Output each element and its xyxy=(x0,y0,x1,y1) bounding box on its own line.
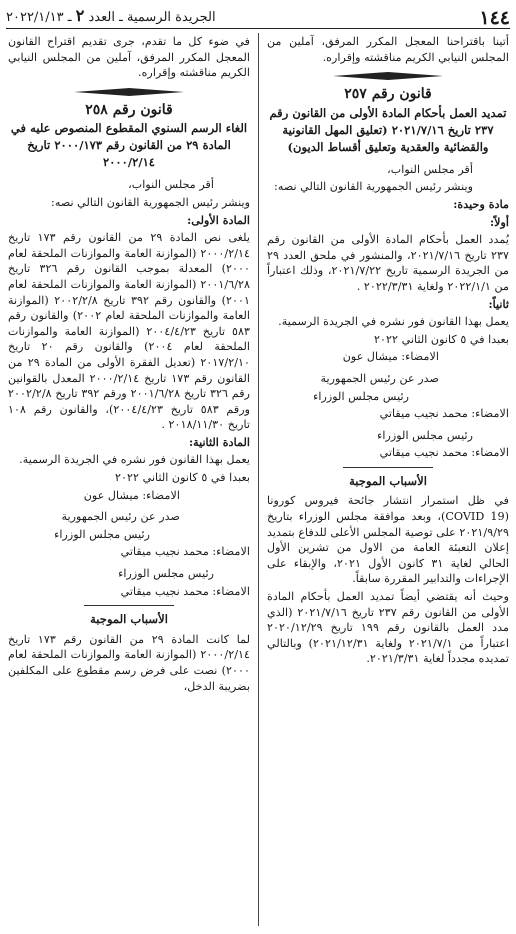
promulgated-line: وينشر رئيس الجمهورية القانون التالي نصه: xyxy=(274,180,473,194)
reasons-title: الأسباب الموجبة xyxy=(349,473,427,488)
date-line: بعبدا في ٥ كانون الثاني ٢٠٢٢ xyxy=(115,471,250,485)
left-intro: في ضوء كل ما تقدم، جرى تقديم اقتراح القانون المعجل المكرر المرفق، آملين من المجلس النيابي الكريم مناقشته وإقراره. xyxy=(8,35,250,80)
article-label: مادة وحيدة: xyxy=(453,196,509,211)
section-rule xyxy=(84,605,174,606)
left-column xyxy=(8,34,250,696)
clause-label: ثانياً: xyxy=(488,296,509,311)
signature: الامضاء: محمد نجيب ميقاتي xyxy=(120,584,250,598)
role-line: رئيس مجلس الوزراء xyxy=(377,428,473,442)
signature: الامضاء: محمد نجيب ميقاتي xyxy=(379,407,509,421)
ornament-divider xyxy=(69,87,189,97)
role-line: رئيس مجلس الوزراء xyxy=(54,527,150,541)
article-text: يلغى نص المادة ٢٩ من القانون رقم ١٧٣ تاريخ ٢٠٠٠/٢/١٤ (الموازنة العامة والموازنات الملحقة لعام ٢٠٠٠) المعدلة بموجب القانون رقم ٣٢٦ تاريخ ٢٠٠١/٦/٢٨ (الموازنة العامة والموازنات الملحقة لعام ٢٠٠١) والقانون رقم ٣٩٢ تاريخ ٢٠٠٢/٢/٨ (الموازنة العامة والموازنات الملحقة لعام ٢٠٠٢) والقانون رقم ٥٨٣ تاريخ ٢٠٠٤/٤/٢٣ (الموازنة العامة والموازنات الملحقة لعام ٢٠٠٤) والقانون رقم ٢٠ تاريخ ٢٠١٧/٢/١٠ (تعديل الفقرة الأولى من المادة ٢٩ من القانون رقم ١٧٣ تاريخ ٢٠٠٠/٢/١٤ المعدل بالقوانين رقم ٣٢٦ تاريخ ٢٠٠١/٦/٢٨ ورقم ٣٩٢ تاريخ ٢٠٠٢/٢/٨ ورقم ٥٨٣ تاريخ ٢٠٠٤/٤/٢٣)، والقانون رقم ١٠٨ تاريخ ٢٠١٨/١١/٣٠ . xyxy=(8,231,251,432)
section-rule xyxy=(343,467,433,468)
column-divider xyxy=(258,33,259,926)
page-number: ١٤٤ xyxy=(479,7,510,29)
reasons-paragraph: في ظل استمرار انتشار جائحة فيروس كورونا (COVID 19)، وبعد موافقة مجلس الوزراء بتاريخ ٢٠٢١/٩/٢٩ على توصية المجلس الأعلى للدفاع بتمديد إعلان التعبئة العامة من الاول من تشرين الأول الحالي لغاية ٣١ كانون الأول ٢٠٢١، والإبقاء على الإجراءات والتدابير المقررة سابقاً. xyxy=(266,494,510,586)
signature: الامضاء: محمد نجيب ميقاتي xyxy=(379,446,509,460)
promulgated-line: وينشر رئيس الجمهورية القانون التالي نصه: xyxy=(51,195,250,209)
clause-text: يُمدد العمل بأحكام المادة الأولى من القانون رقم ٢٣٧ تاريخ ٢٠٢١/٧/١٦، والمنشور في ملحق العدد ٢٩ من الجريدة الرسمية تاريخ ٢٠٢١/٧/٢٢، وذلك اعتباراً من ٢٠٢٢/١/١ ولغاية ٢٠٢٢/٣/٣١ . xyxy=(267,233,510,293)
issued-by: صدر عن رئيس الجمهورية xyxy=(61,510,180,524)
clause-label: أولاً: xyxy=(489,214,509,229)
law-number: قانون رقم ٢٥٨ xyxy=(85,101,173,118)
issued-by: صدر عن رئيس الجمهورية xyxy=(320,371,439,385)
law-title: الغاء الرسم السنوي المقطوع المنصوص عليه في المادة ٢٩ من القانون رقم ٢٠٠٠/١٧٣ تاريخ ٢٠٠٠/٢/١٤ xyxy=(10,121,248,170)
article-label: المادة الثانية: xyxy=(188,434,250,449)
law-title: تمديد العمل بأحكام المادة الأولى من القانون رقم ٢٣٧ تاريخ ٢٠٢١/٧/١٦ (تعليق المهل القانونية والقضائية والعقدية وتعليق أقساط الديون) xyxy=(269,105,507,154)
page-header xyxy=(6,4,510,29)
date-line: بعبدا في ٥ كانون الثاني ٢٠٢٢ xyxy=(374,332,509,346)
reasons-paragraph: لما كانت المادة ٢٩ من القانون رقم ١٧٣ تاريخ ٢٠٠٠/٢/١٤ (الموازنة العامة والموازنات الملحقة لعام ٢٠٠٠) نصت على فرض رسم مقطوع على المكلفين بضريبة الدخل، xyxy=(8,632,250,693)
signature: الامضاء: ميشال عون xyxy=(342,350,439,364)
signature: الامضاء: محمد نجيب ميقاتي xyxy=(120,545,250,559)
reasons-title: الأسباب الموجبة xyxy=(90,612,168,627)
clause-text: يعمل بهذا القانون فور نشره في الجريدة الرسمية. xyxy=(278,315,509,329)
adopted-line: أقر مجلس النواب، xyxy=(387,162,473,176)
right-intro: أتينا باقتراحنا المعجل المكرر المرفق، آملين من المجلس النيابي الكريم مناقشته وإقراره. xyxy=(267,35,509,64)
right-column xyxy=(267,34,509,669)
header-date: ـ ٢٠٢٢/١/١٣ xyxy=(6,10,72,25)
article-label: المادة الأولى: xyxy=(187,212,250,227)
ornament-divider xyxy=(328,71,448,81)
role-line: رئيس مجلس الوزراء xyxy=(313,389,409,403)
article-text: يعمل بهذا القانون فور نشره في الجريدة الرسمية. xyxy=(19,453,250,467)
header-rule xyxy=(6,28,510,29)
law-number: قانون رقم ٢٥٧ xyxy=(344,86,432,103)
signature: الامضاء: ميشال عون xyxy=(83,488,180,502)
reasons-paragraph: وحيث أنه يقتضي أيضاً تمديد العمل بأحكام المادة الأولى من القانون رقم ٢٣٧ تاريخ ٢٠٢١/٧/١٦ (الذي مدد العمل بالقانون رقم ١٩٩ تاريخ ٢٠٢٠/١٢/٢٩ اعتباراً من ٢٠٢١/٧/١ ولغاية ٢٠٢١/١٢/٣١) وبالتالي تمديده مجدداً لغاية ٢٠٢١/٣/٣١. xyxy=(267,590,510,666)
role-line: رئيس مجلس الوزراء xyxy=(118,567,214,581)
header-issue: ٢ xyxy=(75,6,85,25)
header-title: الجريدة الرسمية ـ العدد xyxy=(88,10,216,25)
adopted-line: أقر مجلس النواب، xyxy=(128,178,214,192)
header-title-group xyxy=(6,8,216,26)
